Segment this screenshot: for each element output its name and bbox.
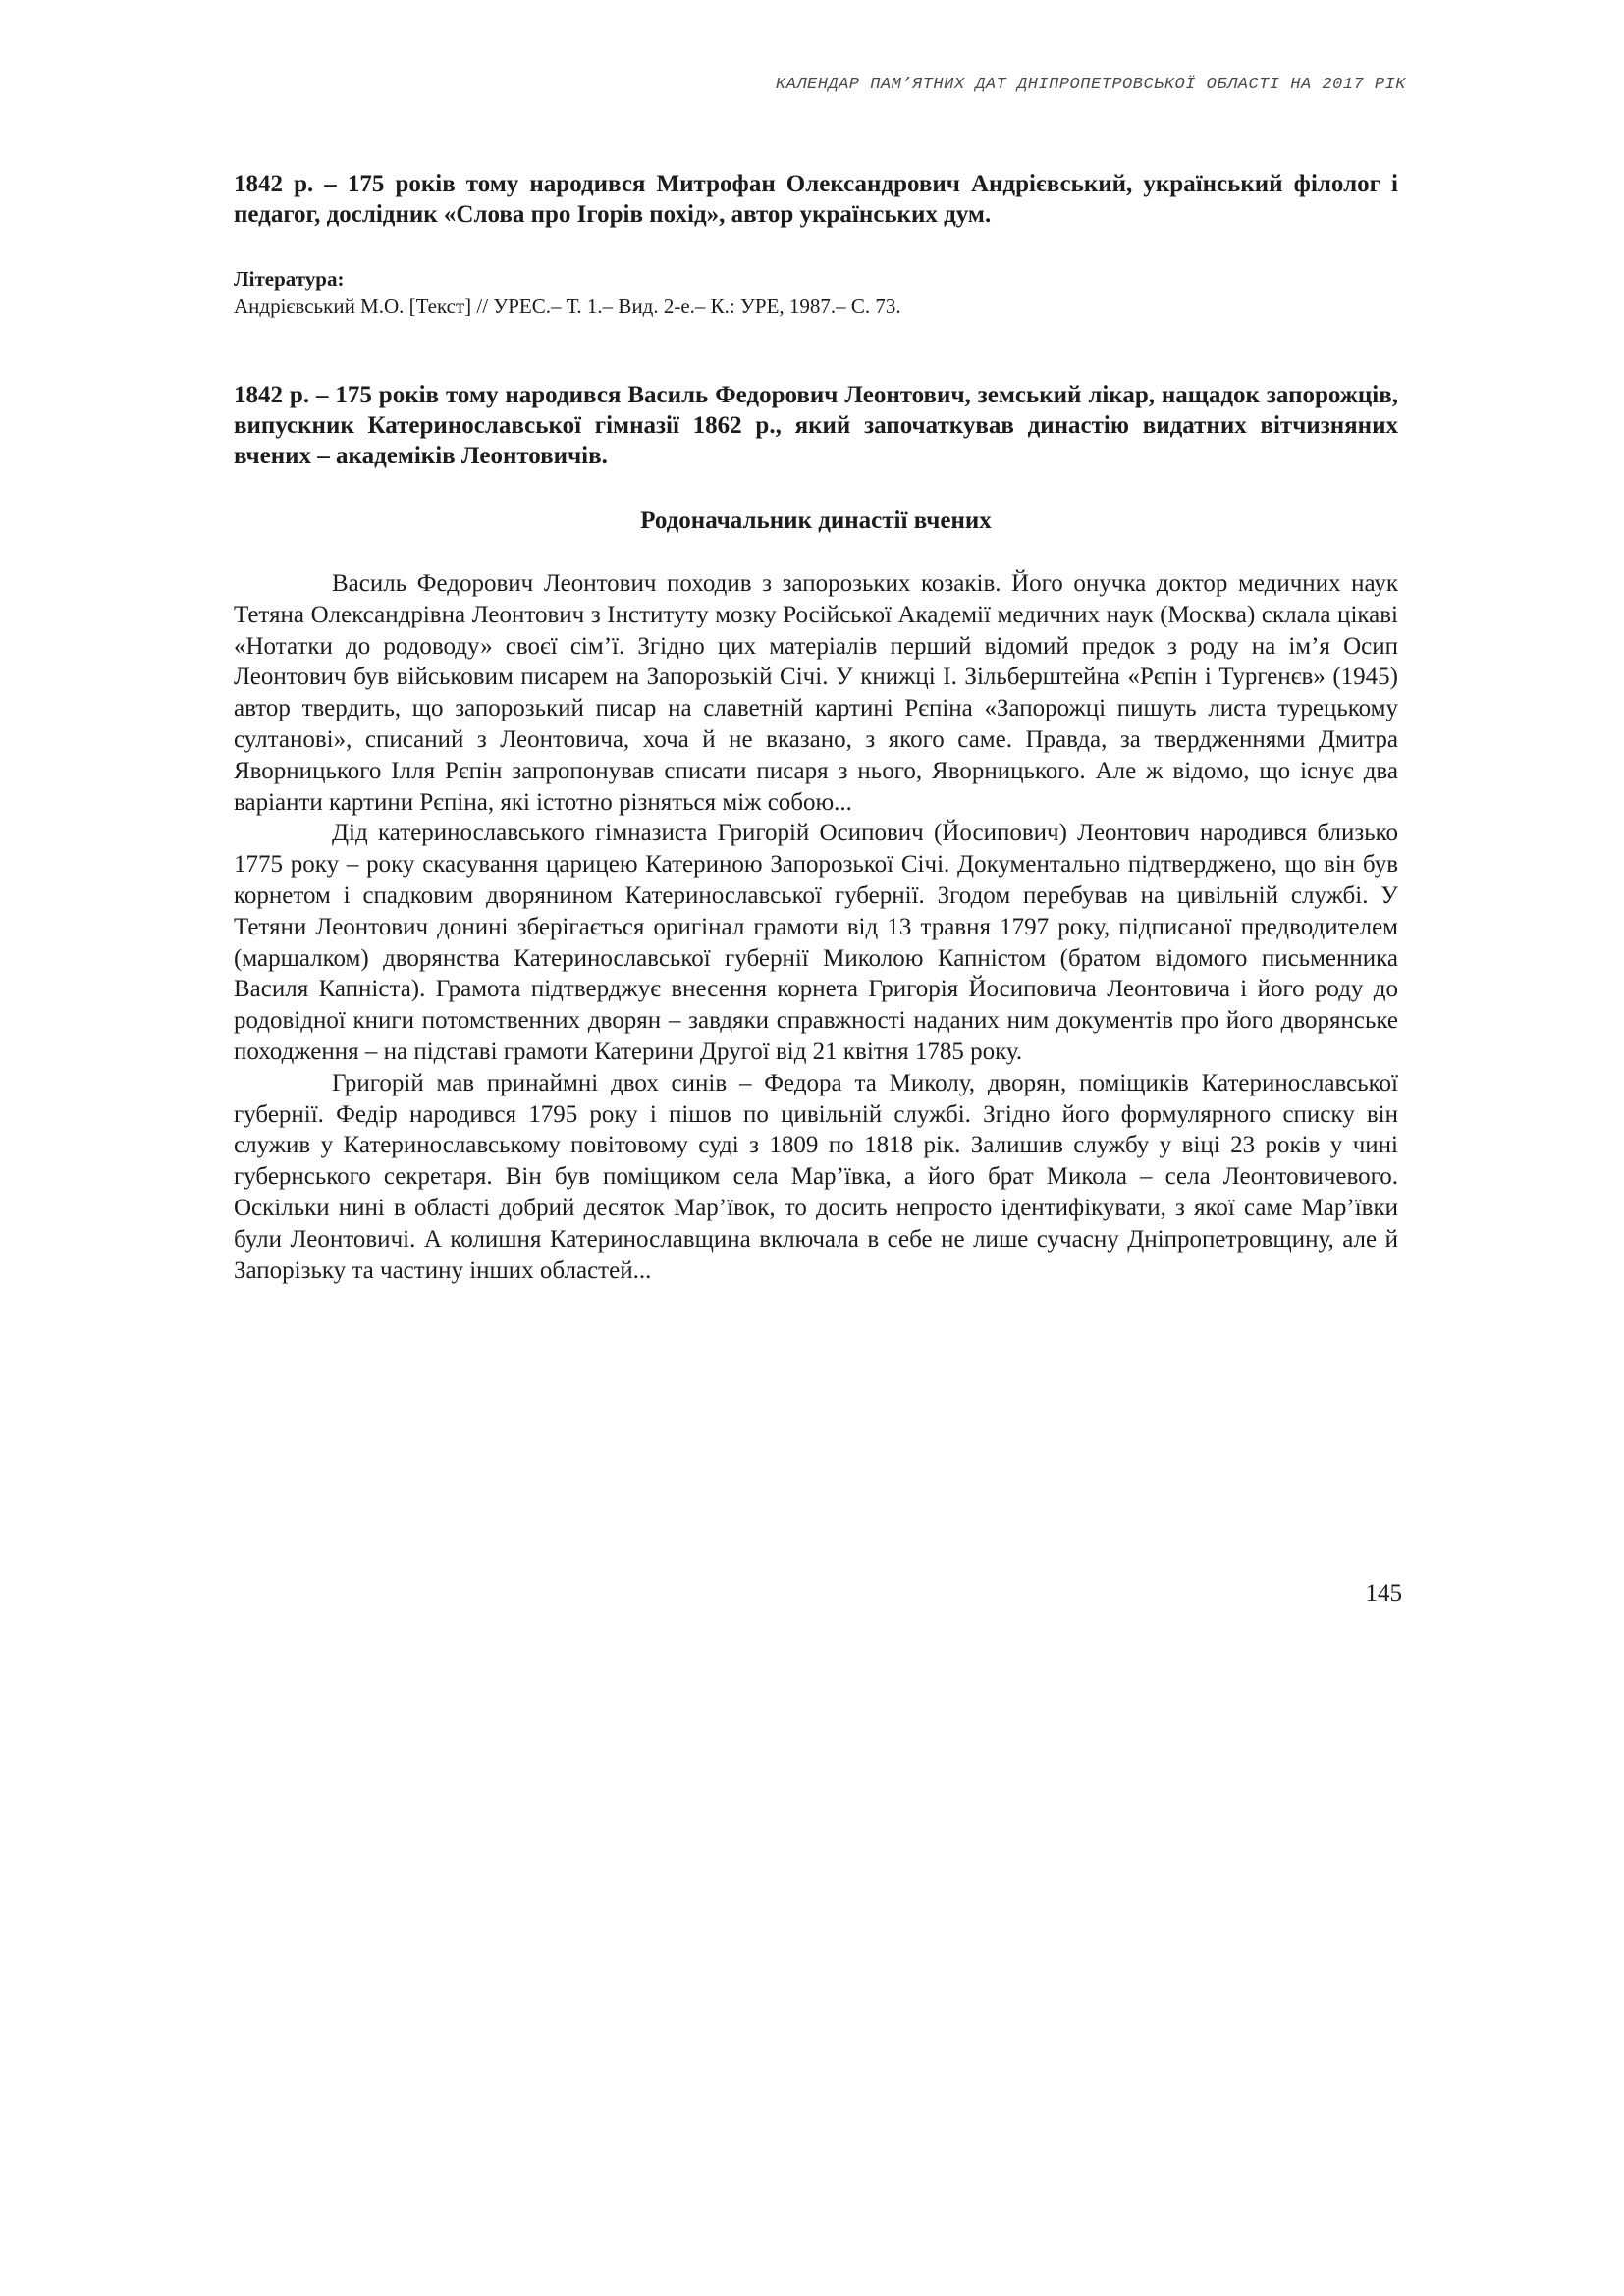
entry-heading: 1842 р. – 175 років тому народився Митрофан Олександрович Андрієвський, український філолог і педагог, дослідник «Слова про Ігорів похід», автор українських дум. [234, 171, 1398, 228]
section-title: Родоначальник династії вчених [640, 507, 992, 534]
body-paragraph: Дід катеринославського гімназиста Григорій Осипович (Йосипович) Леонтович народився близько 1775 року – року скасування царицею Катериною Запорозької Січі. Документально підтверджено, що він був корнетом і спадковим дворянином Катеринославської губернії. Згодом перебував на цивільній службі. У Тетяни Леонтович донині зберігається оригінал грамоти від 13 травня 1797 року, підписаної предводителем (маршалком) дворянства Катеринославської губернії Миколою Капністом (братом відомого письменника Василя Капніста). Грамота підтверджує внесення корнета Григорія Йосиповича Леонтовича і його роду до родовідної книги потомственних дворян – завдяки справжності наданих ним документів про його дворянське походження – на підставі грамоти Катерини Другої від 21 квітня 1785 року. [234, 820, 1398, 1065]
entry-heading: 1842 р. – 175 років тому народився Василь Федорович Леонтович, земський лікар, нащадок запорожців, випускник Катеринославської гімназії 1862 р., який започаткував династію видатних вітчизняних вчених – академіків Леонтовичів. [234, 382, 1398, 469]
calendar-entry [234, 380, 1398, 1286]
page-content [234, 169, 1398, 1286]
literature-label: Література: [234, 267, 345, 291]
literature-reference: Андрієвський М.О. [Текст] // УРЕС.– Т. 1.– Вид. 2-е.– К.: УРЕ, 1987.– С. 73. [234, 294, 901, 318]
body-paragraph: Василь Федорович Леонтович походив з запорозьких козаків. Його онучка доктор медичних наук Тетяна Олександрівна Леонтович з Інституту мозку Російської Академії медичних наук (Москва) склала цікаві «Нотатки до родоводу» своєї сім’ї. Згідно цих матеріалів перший відомий предок з роду на ім’я Осип Леонтович був військовим писарем на Запорозькій Січі. У книжці І. Зільберштейна «Рєпін і Тургенєв» (1945) автор твердить, що запорозький писар на славетній картині Рєпіна «Запорожці пишуть листа турецькому султанові», списаний з Леонтовича, хоча й не вказано, з якого саме. Правда, за твердженнями Дмитра Яворницького Ілля Рєпін запропонував списати писаря з нього, Яворницького. Але ж відомо, що існує два варіанти картини Рєпіна, які істотно різняться між собою... [234, 570, 1398, 816]
calendar-entry [234, 169, 1398, 321]
body-paragraph: Григорій мав принаймні двох синів – Федора та Миколу, дворян, поміщиків Катеринославської губернії. Федір народився 1795 року і пішов по цивільній службі. Згідно його формулярного списку він служив у Катеринославському повітовому суді з 1809 по 1818 рік. Залишив службу у віці 23 років у чині губернського секретаря. Він був поміщиком села Мар’ївка, а його брат Микола – села Леонтовичевого. Оскільки нині в області добрий десяток Мар’ївок, то досить непросто ідентифікувати, з якої саме Мар’ївки були Леонтовичі. А колишня Катеринославщина включала в себе не лише сучасну Дніпропетровщину, але й Запорізьку та частину інших областей... [234, 1069, 1398, 1284]
page-number: 145 [1365, 1580, 1402, 1607]
running-header: КАЛЕНДАР ПАМ’ЯТНИХ ДАТ ДНІПРОПЕТРОВСЬКОЇ ОБЛАСТІ НА 2017 РІК [775, 76, 1406, 94]
